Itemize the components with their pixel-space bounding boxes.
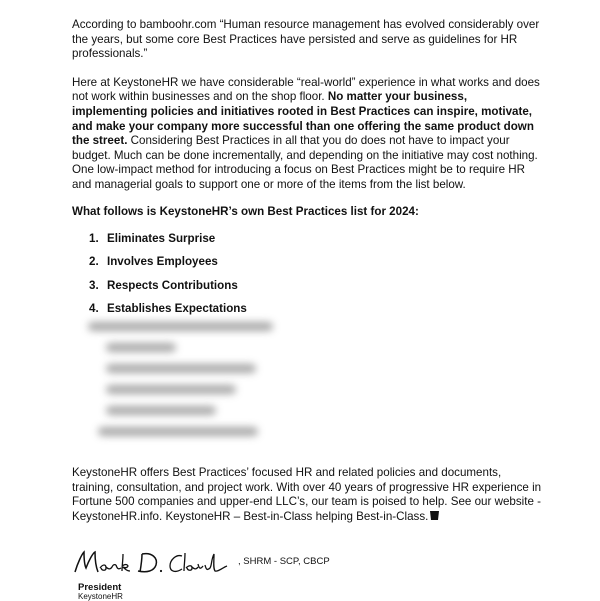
list-item-number: 4. — [89, 301, 99, 315]
intro-quote: According to bamboohr.com “Human resource management has evolved considerably over the years, but some core Best Practices have persisted and serve as guidelines for HR professionals.” — [72, 18, 540, 61]
list-item-number: 2. — [89, 255, 99, 269]
body-paragraph — [72, 76, 542, 193]
signer-title: President — [78, 582, 122, 593]
list-item — [89, 255, 542, 270]
blurred-line — [88, 322, 273, 331]
signature-credentials: , SHRM - SCP, CBCP — [238, 556, 330, 567]
list-item — [89, 279, 542, 294]
keystone-icon — [429, 510, 440, 521]
blurred-line — [106, 343, 176, 352]
list-item-label: Establishes Expectations — [107, 301, 247, 315]
signature-image — [72, 548, 242, 578]
blurred-list-items — [88, 322, 278, 452]
body-lead: Here at KeystoneHR we have considerable “real-world” experience in what works and does not work within businesses and on the shop floor. — [72, 75, 540, 104]
document-body — [72, 18, 542, 325]
blurred-line — [106, 364, 256, 373]
list-item-label: Respects Contributions — [107, 278, 238, 292]
closing-paragraph — [72, 466, 542, 524]
closing-text: KeystoneHR offers Best Practices’ focused HR and related policies and documents, training, consultation, and project work. With over 40 years of progressive HR experience in Fortune 500 companies and upper-end LLC’s, our team is poised to help. See our website - KeystoneHR.info. KeystoneHR – Best-in-Class helping Best-in-Class. — [72, 466, 542, 523]
list-item-number: 1. — [89, 232, 99, 246]
list-item — [89, 302, 542, 317]
blurred-line — [98, 427, 258, 436]
list-heading: What follows is KeystoneHR’s own Best Practices list for 2024: — [72, 204, 419, 218]
best-practices-list — [72, 232, 542, 316]
signer-company: KeystoneHR — [78, 592, 123, 601]
list-item-label: Involves Employees — [107, 255, 218, 269]
list-item-number: 3. — [89, 278, 99, 292]
blurred-line — [106, 385, 236, 394]
body-bold-statement: No matter your business, implementing policies and initiatives rooted in Best Practices can inspire, motivate, and make your company more successful than one offering the same product down the street. — [72, 90, 534, 148]
list-item — [89, 232, 542, 247]
blurred-line — [106, 406, 216, 415]
body-rest: Considering Best Practices in all that you do does not have to impact your budget. Much can be done incrementally, and depending on the initiative may cost nothing. One low-impact method for introducing a focus on Best Practices might be to require HR and managerial goals to support one or more of the items from the list below. — [72, 134, 538, 191]
list-item-label: Eliminates Surprise — [107, 232, 216, 246]
